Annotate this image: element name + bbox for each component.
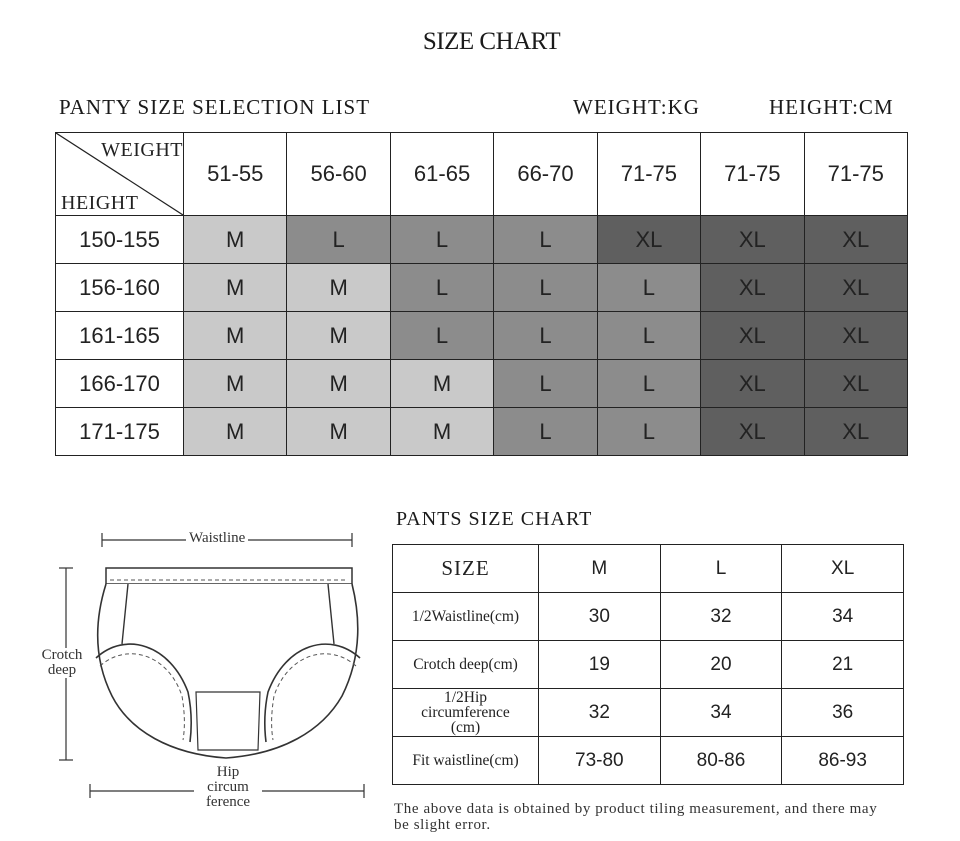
hip-label-line1: Hip xyxy=(216,764,240,780)
size-cell: M xyxy=(184,216,287,264)
weight-unit-label: WEIGHT:KG xyxy=(573,95,700,119)
size-cell: L xyxy=(494,216,597,264)
table-row xyxy=(393,689,904,737)
value-cell: 21 xyxy=(782,641,904,689)
size-cell: L xyxy=(597,408,700,456)
size-cell: L xyxy=(494,360,597,408)
table-row xyxy=(56,264,908,312)
table-row xyxy=(56,408,908,456)
size-cell: L xyxy=(494,264,597,312)
size-cell: XL xyxy=(701,312,804,360)
height-unit-label: HEIGHT:CM xyxy=(769,95,894,119)
value-cell: 19 xyxy=(539,641,661,689)
value-cell: 32 xyxy=(660,593,782,641)
panty-size-table xyxy=(55,132,908,456)
size-column-header: XL xyxy=(782,545,904,593)
measurement-note: The above data is obtained by product tiling measurement, and there may be slight error. xyxy=(394,801,878,833)
size-cell: L xyxy=(390,264,493,312)
size-cell: M xyxy=(390,408,493,456)
waistline-label: Waistline xyxy=(186,531,248,546)
size-cell: XL xyxy=(804,360,907,408)
size-cell: M xyxy=(287,264,390,312)
weight-header: 71-75 xyxy=(804,133,907,216)
size-cell: M xyxy=(287,360,390,408)
table-row xyxy=(56,312,908,360)
size-cell: XL xyxy=(804,312,907,360)
height-cell: 156-160 xyxy=(56,264,184,312)
corner-cell xyxy=(56,133,184,216)
size-cell: M xyxy=(287,408,390,456)
size-cell: XL xyxy=(701,408,804,456)
value-cell: 30 xyxy=(539,593,661,641)
hip-label-line3: ference xyxy=(205,794,251,810)
weight-header: 61-65 xyxy=(390,133,493,216)
table-row xyxy=(393,593,904,641)
table-row xyxy=(393,641,904,689)
value-cell: 32 xyxy=(539,689,661,737)
pants-size-table xyxy=(392,544,904,785)
value-cell: 34 xyxy=(782,593,904,641)
size-cell: M xyxy=(184,264,287,312)
height-cell: 161-165 xyxy=(56,312,184,360)
selection-list-title: PANTY SIZE SELECTION LIST xyxy=(59,95,371,119)
size-cell: L xyxy=(390,216,493,264)
size-cell: L xyxy=(390,312,493,360)
size-cell: XL xyxy=(804,408,907,456)
weight-header: 71-75 xyxy=(701,133,804,216)
table-row xyxy=(56,216,908,264)
table-row xyxy=(393,737,904,785)
row-label: 1/2Waistline(cm) xyxy=(393,593,539,641)
size-cell: M xyxy=(390,360,493,408)
hip-label-line2: circum xyxy=(207,779,249,795)
size-header: SIZE xyxy=(393,545,539,593)
value-cell: 86-93 xyxy=(782,737,904,785)
size-column-header: M xyxy=(539,545,661,593)
panty-measurement-diagram xyxy=(30,526,380,816)
size-cell: L xyxy=(494,312,597,360)
crotch-deep-label xyxy=(32,648,92,678)
size-cell: L xyxy=(597,264,700,312)
weight-header: 66-70 xyxy=(494,133,597,216)
value-cell: 36 xyxy=(782,689,904,737)
crotch-label-line1: Crotch xyxy=(41,647,83,663)
size-column-header: L xyxy=(660,545,782,593)
size-cell: XL xyxy=(701,360,804,408)
size-cell: M xyxy=(184,312,287,360)
value-cell: 20 xyxy=(660,641,782,689)
crotch-label-line2: deep xyxy=(47,662,77,678)
size-cell: XL xyxy=(804,216,907,264)
value-cell: 73-80 xyxy=(539,737,661,785)
table-row xyxy=(56,360,908,408)
value-cell: 80-86 xyxy=(660,737,782,785)
pants-chart-title: PANTS SIZE CHART xyxy=(396,508,593,530)
height-cell: 150-155 xyxy=(56,216,184,264)
row-label: Fit waistline(cm) xyxy=(393,737,539,785)
height-cell: 171-175 xyxy=(56,408,184,456)
size-cell: L xyxy=(597,312,700,360)
size-cell: M xyxy=(184,408,287,456)
size-cell: L xyxy=(287,216,390,264)
row-label: Crotch deep(cm) xyxy=(393,641,539,689)
value-cell: 34 xyxy=(660,689,782,737)
size-cell: XL xyxy=(804,264,907,312)
height-cell: 166-170 xyxy=(56,360,184,408)
size-cell: M xyxy=(287,312,390,360)
size-cell: XL xyxy=(701,216,804,264)
weight-header: 71-75 xyxy=(597,133,700,216)
size-cell: L xyxy=(494,408,597,456)
size-cell: M xyxy=(184,360,287,408)
size-cell: XL xyxy=(701,264,804,312)
page-title: SIZE CHART xyxy=(422,28,561,55)
weight-header-row xyxy=(56,133,908,216)
pants-header-row xyxy=(393,545,904,593)
size-cell: L xyxy=(597,360,700,408)
weight-header: 51-55 xyxy=(184,133,287,216)
hip-circumference-label xyxy=(194,765,262,810)
corner-weight-label: WEIGHT xyxy=(101,139,183,161)
corner-height-label: HEIGHT xyxy=(61,192,139,214)
weight-header: 56-60 xyxy=(287,133,390,216)
row-label: 1/2Hip circumference (cm) xyxy=(393,689,539,737)
size-cell: XL xyxy=(597,216,700,264)
